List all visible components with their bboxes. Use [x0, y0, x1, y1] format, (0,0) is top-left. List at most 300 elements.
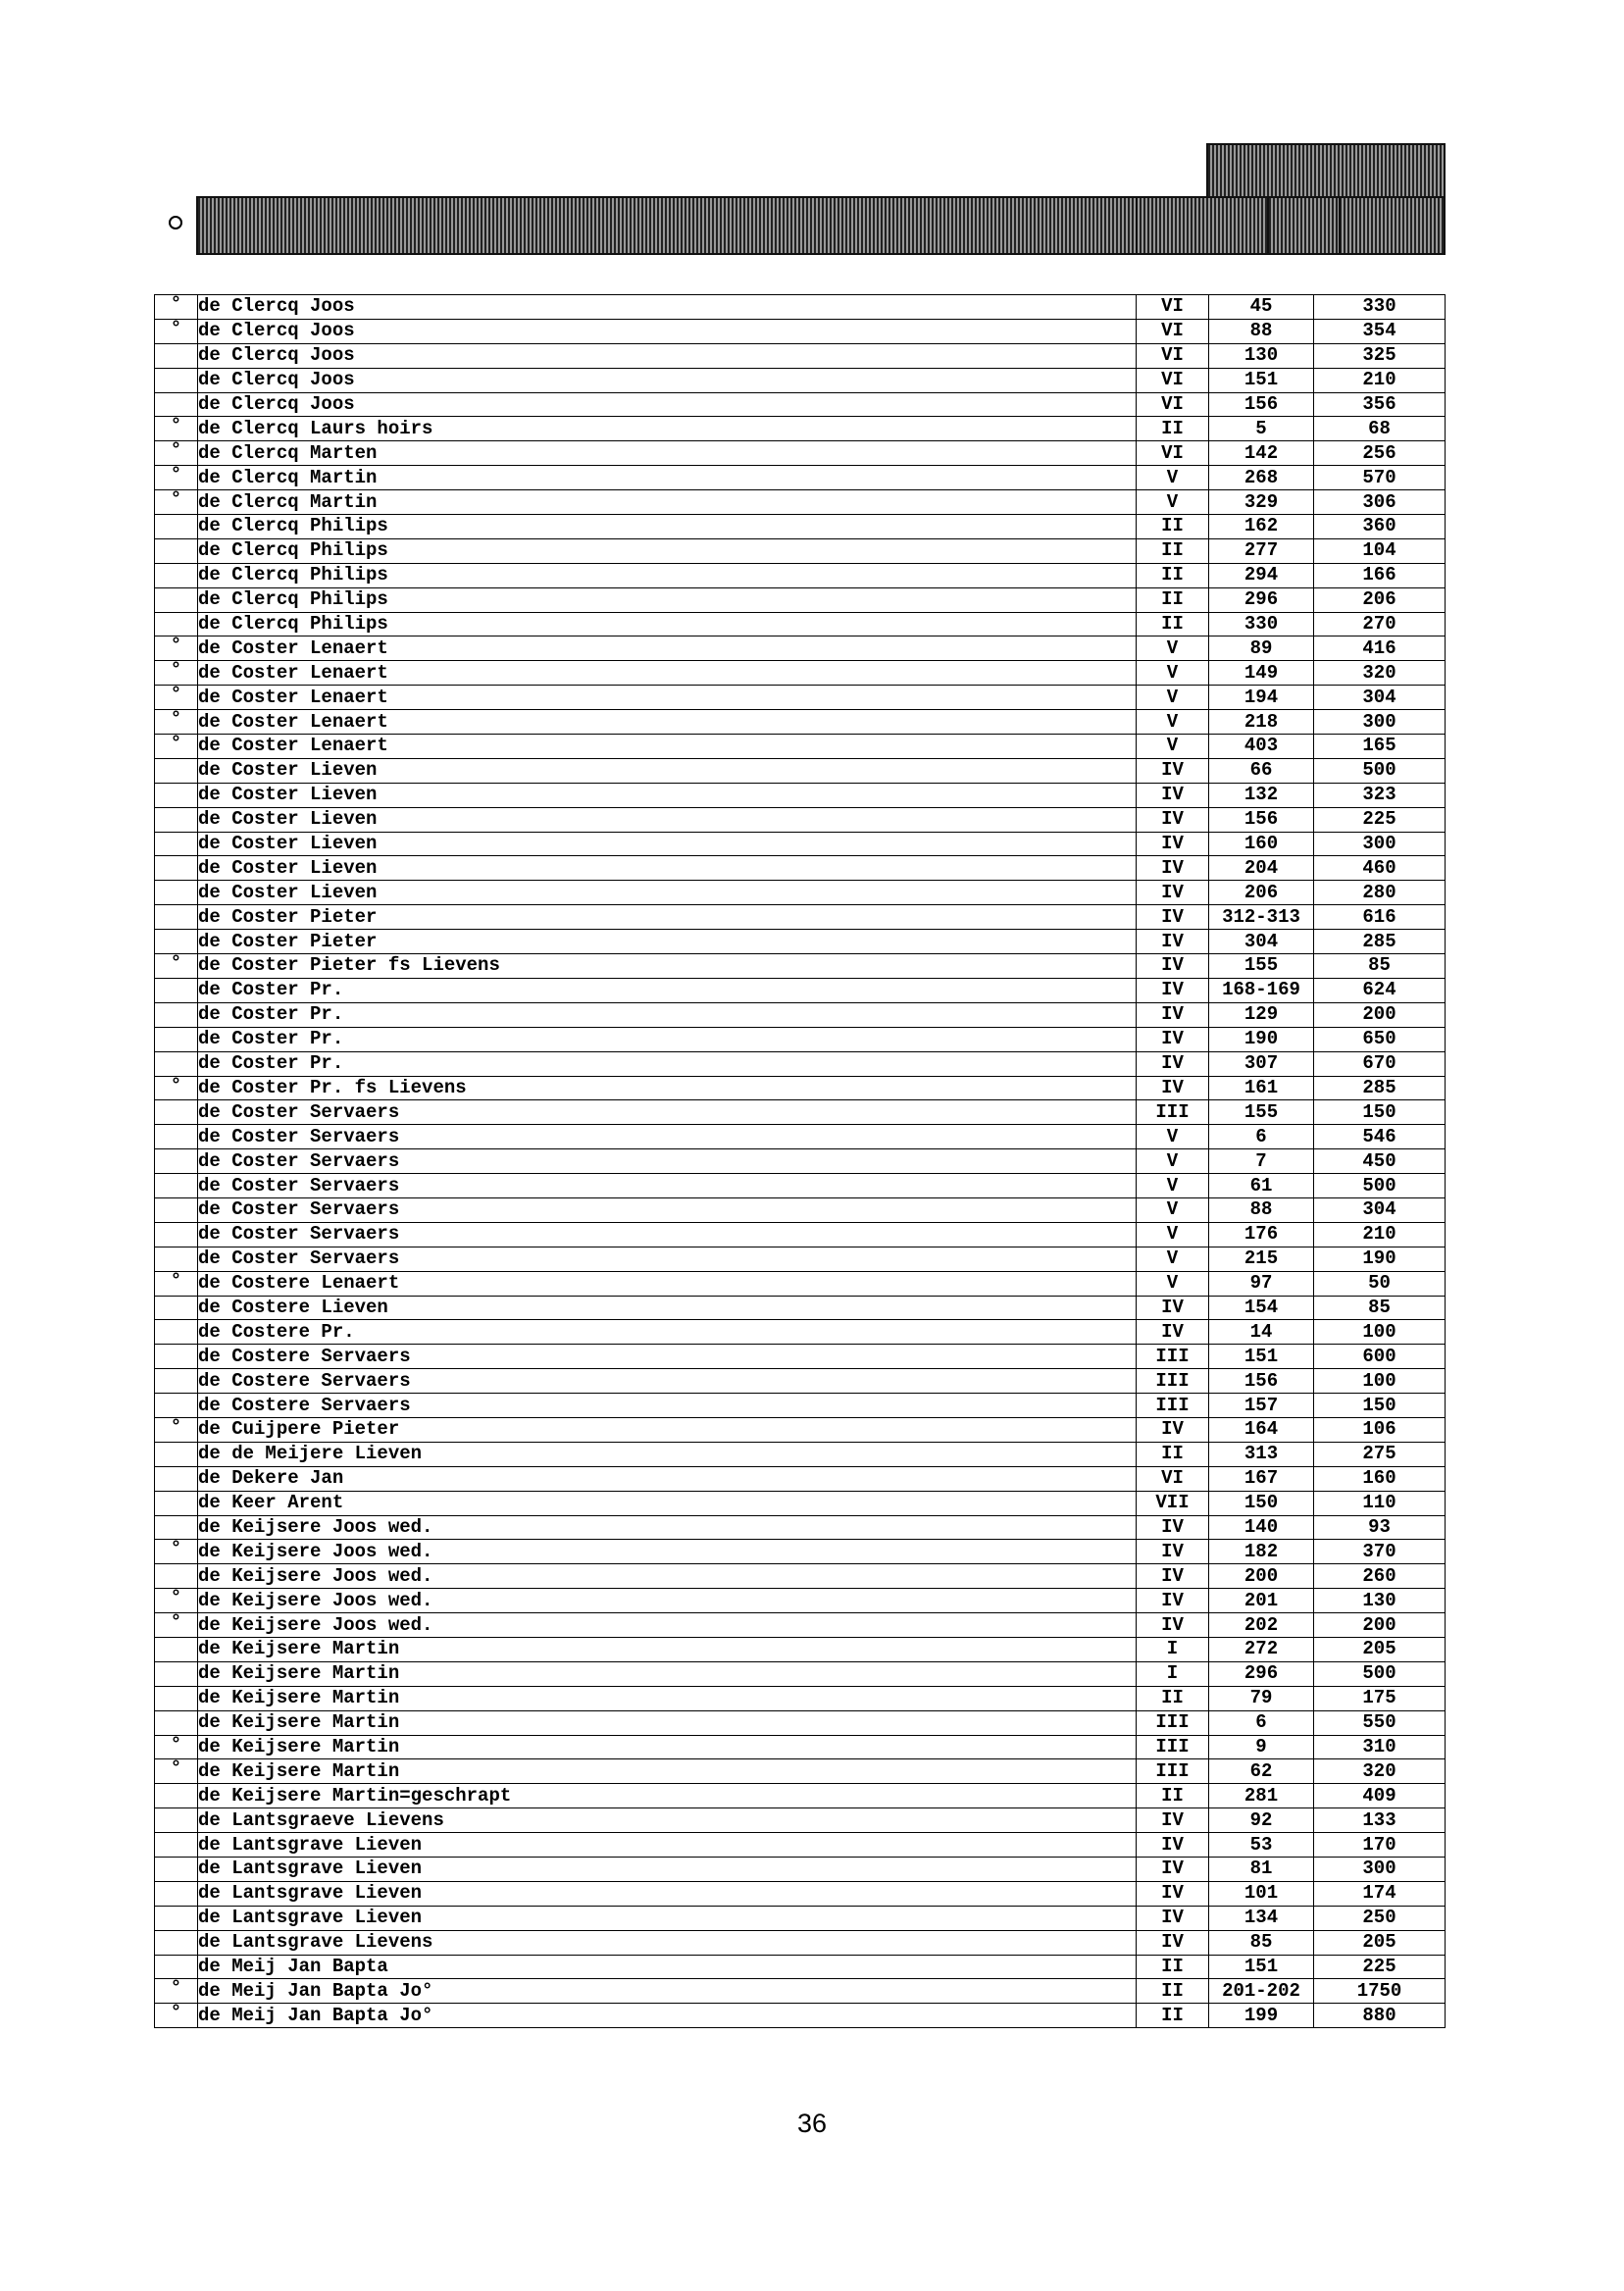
row-mark [155, 1833, 198, 1858]
row-mark [155, 1100, 198, 1125]
table-row [155, 490, 1446, 515]
row-section: IV [1137, 930, 1209, 954]
row-mark [155, 1296, 198, 1320]
row-name: de Lantsgrave Lievens [198, 1930, 1137, 1955]
row-name: de Dekere Jan [198, 1466, 1137, 1491]
row-number: 142 [1209, 441, 1314, 466]
row-mark [155, 930, 198, 954]
table-row [155, 1296, 1446, 1320]
row-value: 300 [1314, 710, 1446, 735]
row-mark [155, 1955, 198, 1979]
row-value: 225 [1314, 1955, 1446, 1979]
row-section: VI [1137, 368, 1209, 392]
row-mark: ° [155, 735, 198, 759]
row-number: 182 [1209, 1540, 1314, 1564]
row-name: de Lantsgrave Lieven [198, 1906, 1137, 1930]
row-number: 134 [1209, 1906, 1314, 1930]
row-value: 85 [1314, 954, 1446, 979]
row-name: de Keijsere Joos wed. [198, 1564, 1137, 1589]
table-row [155, 1271, 1446, 1296]
table-row [155, 1589, 1446, 1613]
row-number: 6 [1209, 1710, 1314, 1735]
row-number: 403 [1209, 735, 1314, 759]
row-value: 304 [1314, 1197, 1446, 1222]
row-section: IV [1137, 954, 1209, 979]
row-mark [155, 1051, 198, 1076]
table-row [155, 1394, 1446, 1418]
row-section: IV [1137, 881, 1209, 905]
row-number: 156 [1209, 1369, 1314, 1394]
row-name: de Coster Servaers [198, 1100, 1137, 1125]
row-name: de Coster Pr. [198, 1027, 1137, 1051]
row-section: IV [1137, 1296, 1209, 1320]
row-number: 140 [1209, 1515, 1314, 1540]
row-mark [155, 1149, 198, 1174]
row-section: II [1137, 1979, 1209, 2004]
table-row [155, 538, 1446, 563]
row-mark: ° [155, 954, 198, 979]
row-mark: ° [155, 319, 198, 343]
table-row [155, 1027, 1446, 1051]
row-mark [155, 1442, 198, 1466]
table-row [155, 1149, 1446, 1174]
row-number: 150 [1209, 1491, 1314, 1515]
row-section: VI [1137, 343, 1209, 368]
row-value: 320 [1314, 1759, 1446, 1784]
table-row [155, 856, 1446, 881]
row-mark [155, 538, 198, 563]
row-mark [155, 587, 198, 612]
row-value: 104 [1314, 538, 1446, 563]
row-number: 5 [1209, 417, 1314, 441]
row-section: I [1137, 1637, 1209, 1661]
row-value: 150 [1314, 1100, 1446, 1125]
row-section: II [1137, 587, 1209, 612]
row-name: de Costere Lenaert [198, 1271, 1137, 1296]
table-row [155, 392, 1446, 417]
row-name: de Meij Jan Bapta [198, 1955, 1137, 1979]
row-value: 200 [1314, 1613, 1446, 1638]
row-name: de Coster Lenaert [198, 661, 1137, 686]
row-section: V [1137, 466, 1209, 490]
table-row [155, 735, 1446, 759]
row-value: 150 [1314, 1394, 1446, 1418]
row-section: V [1137, 1197, 1209, 1222]
row-section: IV [1137, 1906, 1209, 1930]
row-name: de Clercq Philips [198, 587, 1137, 612]
row-mark [155, 1466, 198, 1491]
row-value: 190 [1314, 1247, 1446, 1271]
row-section: V [1137, 686, 1209, 710]
row-number: 296 [1209, 587, 1314, 612]
row-mark: ° [155, 417, 198, 441]
row-number: 202 [1209, 1613, 1314, 1638]
row-number: 194 [1209, 686, 1314, 710]
row-name: de Cuijpere Pieter [198, 1417, 1137, 1442]
row-section: II [1137, 1442, 1209, 1466]
row-name: de Keijsere Joos wed. [198, 1540, 1137, 1564]
row-value: 323 [1314, 783, 1446, 807]
table-row [155, 1174, 1446, 1198]
table-row [155, 807, 1446, 832]
table-row [155, 1808, 1446, 1833]
row-mark [155, 1784, 198, 1808]
table-row [155, 1540, 1446, 1564]
row-mark [155, 1906, 198, 1930]
row-number: 62 [1209, 1759, 1314, 1784]
row-mark: ° [155, 1979, 198, 2004]
table-row [155, 1345, 1446, 1369]
row-name: de Lantsgrave Lieven [198, 1881, 1137, 1906]
row-mark: ° [155, 1735, 198, 1759]
row-number: 201-202 [1209, 1979, 1314, 2004]
row-section: IV [1137, 832, 1209, 856]
table-row [155, 343, 1446, 368]
row-name: de Clercq Joos [198, 392, 1137, 417]
row-mark: ° [155, 1613, 198, 1638]
row-number: 101 [1209, 1881, 1314, 1906]
row-value: 160 [1314, 1466, 1446, 1491]
row-mark [155, 1686, 198, 1710]
table-row [155, 1784, 1446, 1808]
row-value: 500 [1314, 758, 1446, 783]
row-number: 151 [1209, 368, 1314, 392]
row-name: de Coster Lenaert [198, 735, 1137, 759]
row-name: de Coster Lieven [198, 856, 1137, 881]
table-row [155, 2004, 1446, 2028]
row-name: de Coster Servaers [198, 1149, 1137, 1174]
row-section: IV [1137, 1027, 1209, 1051]
row-value: 1750 [1314, 1979, 1446, 2004]
row-number: 162 [1209, 515, 1314, 539]
table-row [155, 636, 1446, 661]
row-value: 450 [1314, 1149, 1446, 1174]
row-name: de Costere Pr. [198, 1320, 1137, 1345]
row-value: 409 [1314, 1784, 1446, 1808]
row-number: 272 [1209, 1637, 1314, 1661]
row-section: VII [1137, 1491, 1209, 1515]
row-value: 166 [1314, 563, 1446, 587]
row-section: IV [1137, 1540, 1209, 1564]
row-section: VI [1137, 392, 1209, 417]
row-value: 356 [1314, 392, 1446, 417]
row-value: 100 [1314, 1320, 1446, 1345]
row-mark: ° [155, 1759, 198, 1784]
row-number: 176 [1209, 1222, 1314, 1247]
table-row [155, 1320, 1446, 1345]
row-value: 570 [1314, 466, 1446, 490]
row-name: de Coster Lenaert [198, 710, 1137, 735]
row-number: 88 [1209, 319, 1314, 343]
row-section: V [1137, 490, 1209, 515]
row-section: II [1137, 2004, 1209, 2028]
row-mark [155, 1491, 198, 1515]
row-name: de Coster Pr. [198, 1002, 1137, 1027]
row-section: IV [1137, 783, 1209, 807]
row-section: IV [1137, 1051, 1209, 1076]
row-section: IV [1137, 758, 1209, 783]
row-value: 306 [1314, 490, 1446, 515]
table-row [155, 661, 1446, 686]
row-section: IV [1137, 1002, 1209, 1027]
row-mark [155, 905, 198, 930]
row-name: de Coster Pr. fs Lievens [198, 1076, 1137, 1100]
row-name: de Lantsgrave Lieven [198, 1858, 1137, 1882]
row-number: 61 [1209, 1174, 1314, 1198]
row-section: V [1137, 710, 1209, 735]
header-divider [1136, 196, 1138, 253]
row-number: 218 [1209, 710, 1314, 735]
row-number: 167 [1209, 1466, 1314, 1491]
row-number: 206 [1209, 881, 1314, 905]
row-name: de Keer Arent [198, 1491, 1137, 1515]
row-mark: ° [155, 441, 198, 466]
row-value: 546 [1314, 1125, 1446, 1149]
table-row [155, 368, 1446, 392]
row-number: 164 [1209, 1417, 1314, 1442]
row-number: 151 [1209, 1345, 1314, 1369]
row-name: de Coster Pr. [198, 1051, 1137, 1076]
table-row [155, 1466, 1446, 1491]
row-number: 313 [1209, 1442, 1314, 1466]
header-column-group-bar [1206, 143, 1446, 202]
row-value: 600 [1314, 1345, 1446, 1369]
row-section: III [1137, 1394, 1209, 1418]
row-name: de Keijsere Joos wed. [198, 1515, 1137, 1540]
row-mark [155, 1394, 198, 1418]
row-number: 89 [1209, 636, 1314, 661]
row-name: de Keijsere Martin [198, 1710, 1137, 1735]
row-value: 205 [1314, 1930, 1446, 1955]
row-mark [155, 1881, 198, 1906]
row-value: 210 [1314, 368, 1446, 392]
table-row [155, 1881, 1446, 1906]
row-section: IV [1137, 1881, 1209, 1906]
row-number: 156 [1209, 807, 1314, 832]
row-section: IV [1137, 1808, 1209, 1833]
row-section: V [1137, 1247, 1209, 1271]
row-number: 307 [1209, 1051, 1314, 1076]
row-mark [155, 1637, 198, 1661]
row-value: 360 [1314, 515, 1446, 539]
row-name: de Clercq Philips [198, 612, 1137, 636]
table-row [155, 417, 1446, 441]
row-value: 300 [1314, 832, 1446, 856]
row-number: 132 [1209, 783, 1314, 807]
row-mark: ° [155, 636, 198, 661]
row-mark: ° [155, 686, 198, 710]
row-name: de Keijsere Martin [198, 1759, 1137, 1784]
row-number: 14 [1209, 1320, 1314, 1345]
row-name: de Keijsere Martin [198, 1661, 1137, 1686]
table-row [155, 905, 1446, 930]
row-section: II [1137, 1784, 1209, 1808]
row-value: 460 [1314, 856, 1446, 881]
row-number: 79 [1209, 1686, 1314, 1710]
row-number: 200 [1209, 1564, 1314, 1589]
row-value: 250 [1314, 1906, 1446, 1930]
row-number: 304 [1209, 930, 1314, 954]
row-number: 160 [1209, 832, 1314, 856]
row-value: 354 [1314, 319, 1446, 343]
row-number: 330 [1209, 612, 1314, 636]
row-number: 190 [1209, 1027, 1314, 1051]
table-row [155, 1759, 1446, 1784]
table-row [155, 563, 1446, 587]
table-row [155, 1637, 1446, 1661]
row-name: de Coster Pieter fs Lievens [198, 954, 1137, 979]
row-value: 106 [1314, 1417, 1446, 1442]
row-mark [155, 1174, 198, 1198]
row-value: 210 [1314, 1222, 1446, 1247]
table-row [155, 1515, 1446, 1540]
row-value: 330 [1314, 295, 1446, 320]
table-row [155, 1442, 1446, 1466]
row-name: de Costere Servaers [198, 1394, 1137, 1418]
table-row [155, 466, 1446, 490]
row-value: 325 [1314, 343, 1446, 368]
row-section: III [1137, 1100, 1209, 1125]
row-mark [155, 1222, 198, 1247]
row-number: 155 [1209, 954, 1314, 979]
table-row [155, 978, 1446, 1002]
row-name: de de Meijere Lieven [198, 1442, 1137, 1466]
row-section: III [1137, 1345, 1209, 1369]
row-number: 130 [1209, 343, 1314, 368]
row-value: 310 [1314, 1735, 1446, 1759]
row-section: III [1137, 1735, 1209, 1759]
row-mark: ° [155, 466, 198, 490]
row-name: de Clercq Philips [198, 515, 1137, 539]
row-value: 200 [1314, 1002, 1446, 1027]
table-row [155, 1100, 1446, 1125]
row-name: de Coster Lenaert [198, 686, 1137, 710]
row-name: de Costere Servaers [198, 1345, 1137, 1369]
row-name: de Clercq Laurs hoirs [198, 417, 1137, 441]
row-name: de Meij Jan Bapta Jo° [198, 1979, 1137, 2004]
table-row [155, 1735, 1446, 1759]
row-name: de Coster Servaers [198, 1197, 1137, 1222]
row-value: 370 [1314, 1540, 1446, 1564]
row-section: II [1137, 538, 1209, 563]
table-row [155, 1491, 1446, 1515]
table-row [155, 1051, 1446, 1076]
row-name: de Keijsere Martin [198, 1686, 1137, 1710]
page-number: 36 [796, 2109, 828, 2138]
row-mark [155, 1247, 198, 1271]
table-row [155, 1613, 1446, 1638]
table-row [155, 1833, 1446, 1858]
row-name: de Coster Lieven [198, 807, 1137, 832]
row-section: IV [1137, 807, 1209, 832]
row-name: de Coster Lieven [198, 758, 1137, 783]
row-value: 100 [1314, 1369, 1446, 1394]
row-number: 281 [1209, 1784, 1314, 1808]
row-number: 85 [1209, 1930, 1314, 1955]
row-section: IV [1137, 1833, 1209, 1858]
row-mark [155, 1027, 198, 1051]
row-section: II [1137, 1955, 1209, 1979]
row-value: 880 [1314, 2004, 1446, 2028]
row-mark [155, 832, 198, 856]
row-name: de Coster Servaers [198, 1174, 1137, 1198]
row-number: 81 [1209, 1858, 1314, 1882]
row-mark [155, 1345, 198, 1369]
ledger-body [155, 295, 1446, 2028]
row-number: 156 [1209, 392, 1314, 417]
row-section: V [1137, 1174, 1209, 1198]
row-number: 294 [1209, 563, 1314, 587]
row-number: 45 [1209, 295, 1314, 320]
row-mark [155, 368, 198, 392]
row-value: 275 [1314, 1442, 1446, 1466]
table-row [155, 1125, 1446, 1149]
row-mark [155, 881, 198, 905]
header-bar [196, 196, 1446, 255]
row-mark: ° [155, 1589, 198, 1613]
row-name: de Coster Pr. [198, 978, 1137, 1002]
row-section: V [1137, 636, 1209, 661]
row-value: 280 [1314, 881, 1446, 905]
row-number: 161 [1209, 1076, 1314, 1100]
table-row [155, 881, 1446, 905]
row-value: 550 [1314, 1710, 1446, 1735]
row-number: 296 [1209, 1661, 1314, 1686]
row-section: IV [1137, 1858, 1209, 1882]
row-mark [155, 1515, 198, 1540]
row-number: 151 [1209, 1955, 1314, 1979]
row-name: de Clercq Martin [198, 466, 1137, 490]
row-name: de Coster Lieven [198, 783, 1137, 807]
row-mark [155, 856, 198, 881]
row-mark [155, 978, 198, 1002]
row-name: de Clercq Philips [198, 538, 1137, 563]
header-ring-mark [169, 216, 182, 229]
table-row [155, 1979, 1446, 2004]
row-number: 268 [1209, 466, 1314, 490]
row-value: 133 [1314, 1808, 1446, 1833]
table-row [155, 686, 1446, 710]
row-number: 329 [1209, 490, 1314, 515]
row-name: de Keijsere Martin [198, 1637, 1137, 1661]
row-name: de Lantsgraeve Lievens [198, 1808, 1137, 1833]
row-section: VI [1137, 319, 1209, 343]
row-number: 129 [1209, 1002, 1314, 1027]
row-mark [155, 1661, 198, 1686]
row-mark [155, 783, 198, 807]
table-row [155, 1197, 1446, 1222]
row-mark [155, 1125, 198, 1149]
row-mark: ° [155, 1271, 198, 1296]
row-mark [155, 563, 198, 587]
row-section: VI [1137, 441, 1209, 466]
table-row [155, 710, 1446, 735]
row-number: 277 [1209, 538, 1314, 563]
row-number: 312-313 [1209, 905, 1314, 930]
header-divider [1339, 196, 1341, 253]
row-mark: ° [155, 1076, 198, 1100]
row-section: III [1137, 1759, 1209, 1784]
row-section: IV [1137, 1930, 1209, 1955]
row-mark [155, 1002, 198, 1027]
row-name: de Coster Lieven [198, 832, 1137, 856]
table-row [155, 1564, 1446, 1589]
row-name: de Keijsere Joos wed. [198, 1613, 1137, 1638]
table-row [155, 783, 1446, 807]
row-name: de Clercq Joos [198, 319, 1137, 343]
row-name: de Clercq Joos [198, 343, 1137, 368]
table-row [155, 1906, 1446, 1930]
